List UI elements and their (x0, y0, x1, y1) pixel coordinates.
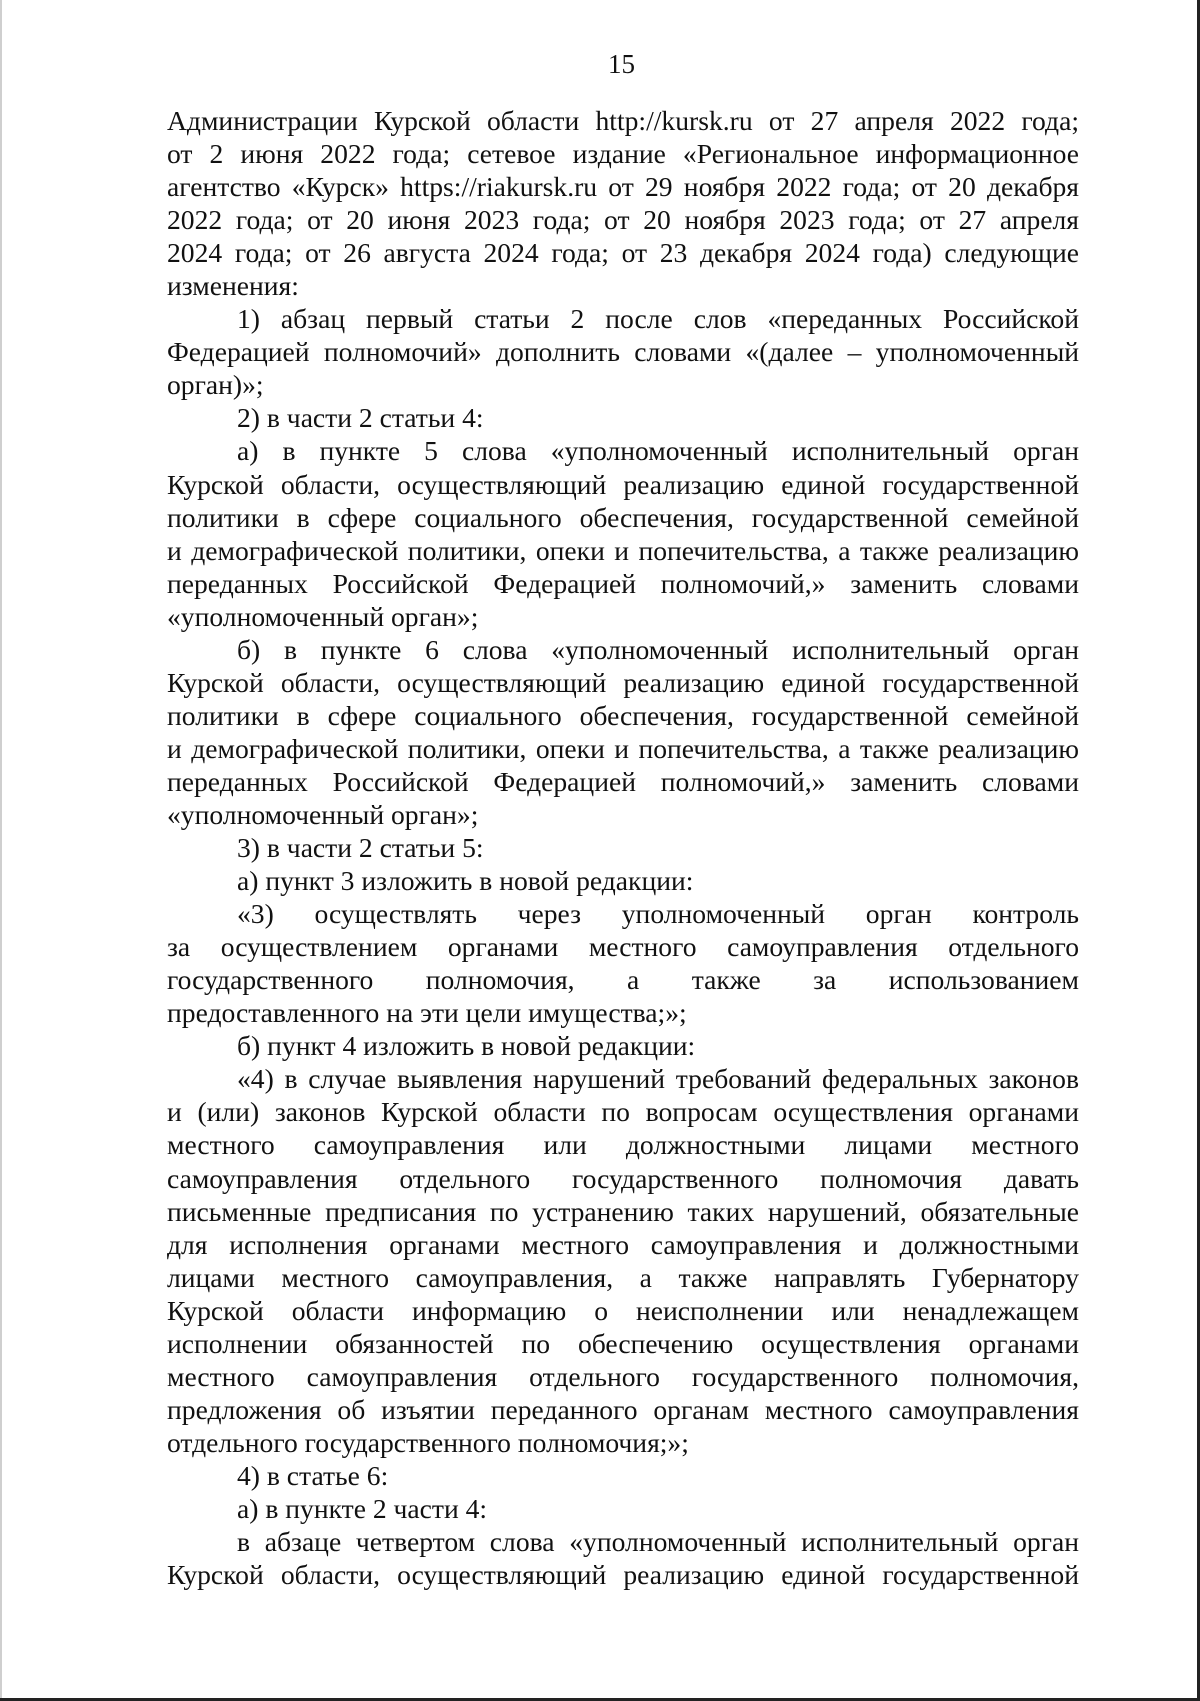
text-line: Федерацией полномочий» дополнить словами «(далее – уполномоченный (167, 336, 1079, 368)
text-line: «4) в случае выявления нарушений требований федеральных законов (237, 1063, 1079, 1095)
text-line: от 2 июня 2022 года; сетевое издание «Региональное информационное (167, 138, 1079, 170)
text-line: и демографической политики, опеки и попечительства, а также реализацию (167, 534, 1079, 566)
text-line: 1) абзац первый статьи 2 после слов «переданных Российской (237, 303, 1079, 335)
text-line: и демографической политики, опеки и попечительства, а также реализацию (167, 732, 1079, 764)
text-line: политики в сфере социального обеспечения, государственной семейной (167, 501, 1079, 533)
text-line: а) в пункте 2 части 4: (237, 1492, 488, 1524)
text-line: б) пункт 4 изложить в новой редакции: (237, 1030, 696, 1062)
page-number: 15 (608, 49, 635, 79)
text-line: отдельного государственного полномочия;»; (167, 1426, 689, 1458)
text-line: местного самоуправления отдельного государственного полномочия, (167, 1360, 1079, 1392)
text-line: исполнении обязанностей по обеспечению осуществления органами (167, 1327, 1079, 1359)
text-line: в абзаце четвертом слова «уполномоченный исполнительный орган (237, 1526, 1079, 1558)
text-line: переданных Российской Федерацией полномочий,» заменить словами (167, 765, 1079, 797)
text-line: Курской области, осуществляющий реализацию единой государственной (167, 468, 1079, 500)
text-line: Курской области, осуществляющий реализацию единой государственной (167, 1559, 1079, 1591)
text-line: для исполнения органами местного самоуправления и должностными (167, 1228, 1079, 1260)
text-line: а) в пункте 5 слова «уполномоченный исполнительный орган (237, 435, 1079, 467)
text-line: «3) осуществлять через уполномоченный орган контроль (237, 898, 1079, 930)
text-line: местного самоуправления или должностными лицами местного (167, 1129, 1079, 1161)
text-line: лицами местного самоуправления, а также направлять Губернатору (167, 1261, 1079, 1293)
document-body (167, 104, 1079, 1591)
text-line: переданных Российской Федерацией полномочий,» заменить словами (167, 567, 1079, 599)
text-line: Курской области, осуществляющий реализацию единой государственной (167, 666, 1079, 698)
text-line: Администрации Курской области http://kursk.ru от 27 апреля 2022 года; (167, 105, 1079, 136)
text-line: «уполномоченный орган»; (167, 600, 479, 632)
text-line: 2022 года; от 20 июня 2023 года; от 20 ноября 2023 года; от 27 апреля (167, 204, 1079, 236)
text-line: предоставленного на эти цели имущества;»; (167, 997, 687, 1029)
text-line: и (или) законов Курской области по вопросам осуществления органами (167, 1096, 1079, 1128)
text-line: «уполномоченный орган»; (167, 798, 479, 830)
text-line: а) пункт 3 изложить в новой редакции: (237, 865, 694, 897)
text-line: изменения: (167, 270, 299, 302)
scan-edge-left (0, 0, 2, 1701)
text-line: за осуществлением органами местного самоуправления отдельного (167, 931, 1079, 963)
text-line: государственного полномочия, а также за использованием (167, 964, 1079, 996)
text-line: предложения об изъятии переданного органам местного самоуправления (167, 1393, 1079, 1425)
text-line: Курской области информацию о неисполнении или ненадлежащем (167, 1294, 1079, 1326)
text-line: 4) в статье 6: (237, 1459, 389, 1491)
text-line: письменные предписания по устранению таких нарушений, обязательные (167, 1195, 1079, 1227)
text-line: агентство «Курск» https://riakursk.ru от 29 ноября 2022 года; от 20 декабря (167, 171, 1079, 203)
text-line: 2) в части 2 статьи 4: (237, 402, 484, 434)
text-line: орган)»; (167, 369, 264, 401)
text-line: 3) в части 2 статьи 5: (237, 832, 484, 864)
text-line: б) в пункте 6 слова «уполномоченный исполнительный орган (237, 633, 1079, 665)
text-line: самоуправления отдельного государственного полномочия давать (167, 1162, 1079, 1194)
text-line: политики в сфере социального обеспечения, государственной семейной (167, 699, 1079, 731)
text-line: 2024 года; от 26 августа 2024 года; от 23 декабря 2024 года) следующие (167, 237, 1079, 269)
